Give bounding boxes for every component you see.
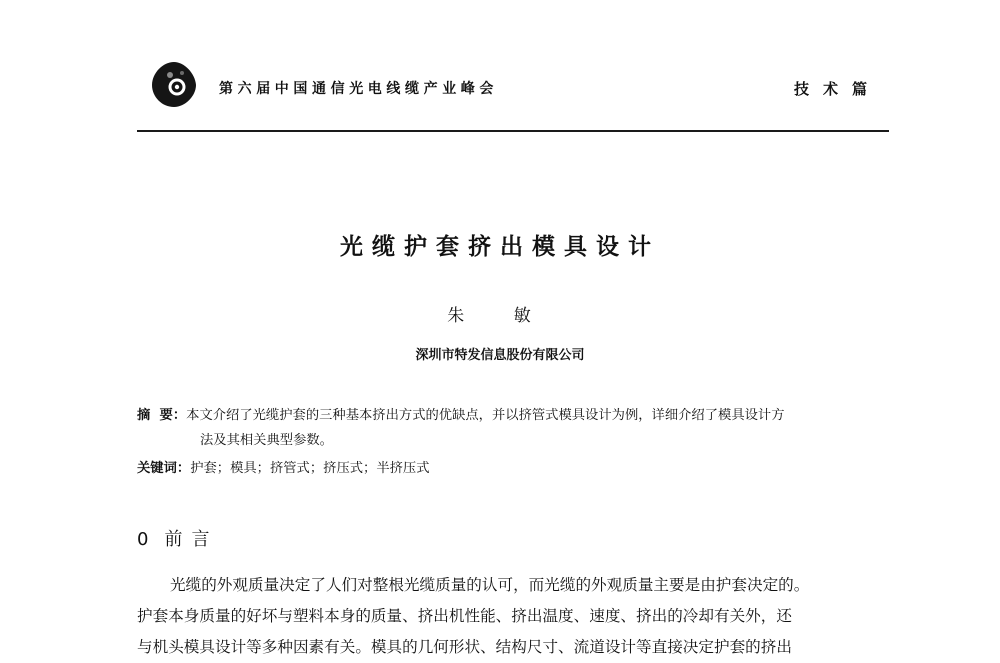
paper-author: 朱 敏 [447, 306, 553, 326]
abstract-text-1: 本文介绍了光缆护套的三种基本挤出方式的优缺点，并以挤管式模具设计为例，详细介绍了模具设计方 [186, 408, 785, 423]
section-title: 前言 [164, 529, 219, 550]
body-line: 光缆的外观质量决定了人们对整根光缆质量的认可，而光缆的外观质量主要是由护套决定的。 [170, 576, 810, 594]
section-heading [137, 525, 218, 551]
keywords [137, 457, 897, 476]
keywords-text: 护套；模具；挤管式；挤压式；半挤压式 [190, 461, 430, 476]
abstract-label: 摘 要： [137, 408, 187, 423]
section-number: 0 [137, 529, 149, 550]
conference-name: 第六届中国通信光电线缆产业峰会 [219, 81, 498, 97]
abstract-line-2: 法及其相关典型参数。 [200, 433, 333, 448]
abstract-line-1 [137, 403, 897, 428]
paper-title: 光缆护套挤出模具设计 [340, 234, 660, 260]
paper-affiliation: 深圳市特发信息股份有限公司 [415, 348, 585, 363]
conference-logo-icon [149, 60, 199, 110]
body-line: 与机头模具设计等多种因素有关。模具的几何形状、结构尺寸、流道设计等直接决定护套的挤出 [137, 638, 792, 656]
header-rule [137, 130, 889, 132]
body-line: 护套本身质量的好坏与塑料本身的质量、挤出机性能、挤出温度、速度、挤出的冷却有关外，还 [137, 607, 792, 625]
section-body [137, 570, 897, 663]
abstract [137, 403, 897, 453]
keywords-label: 关键词： [137, 461, 191, 476]
section-name: 技术篇 [794, 80, 882, 98]
